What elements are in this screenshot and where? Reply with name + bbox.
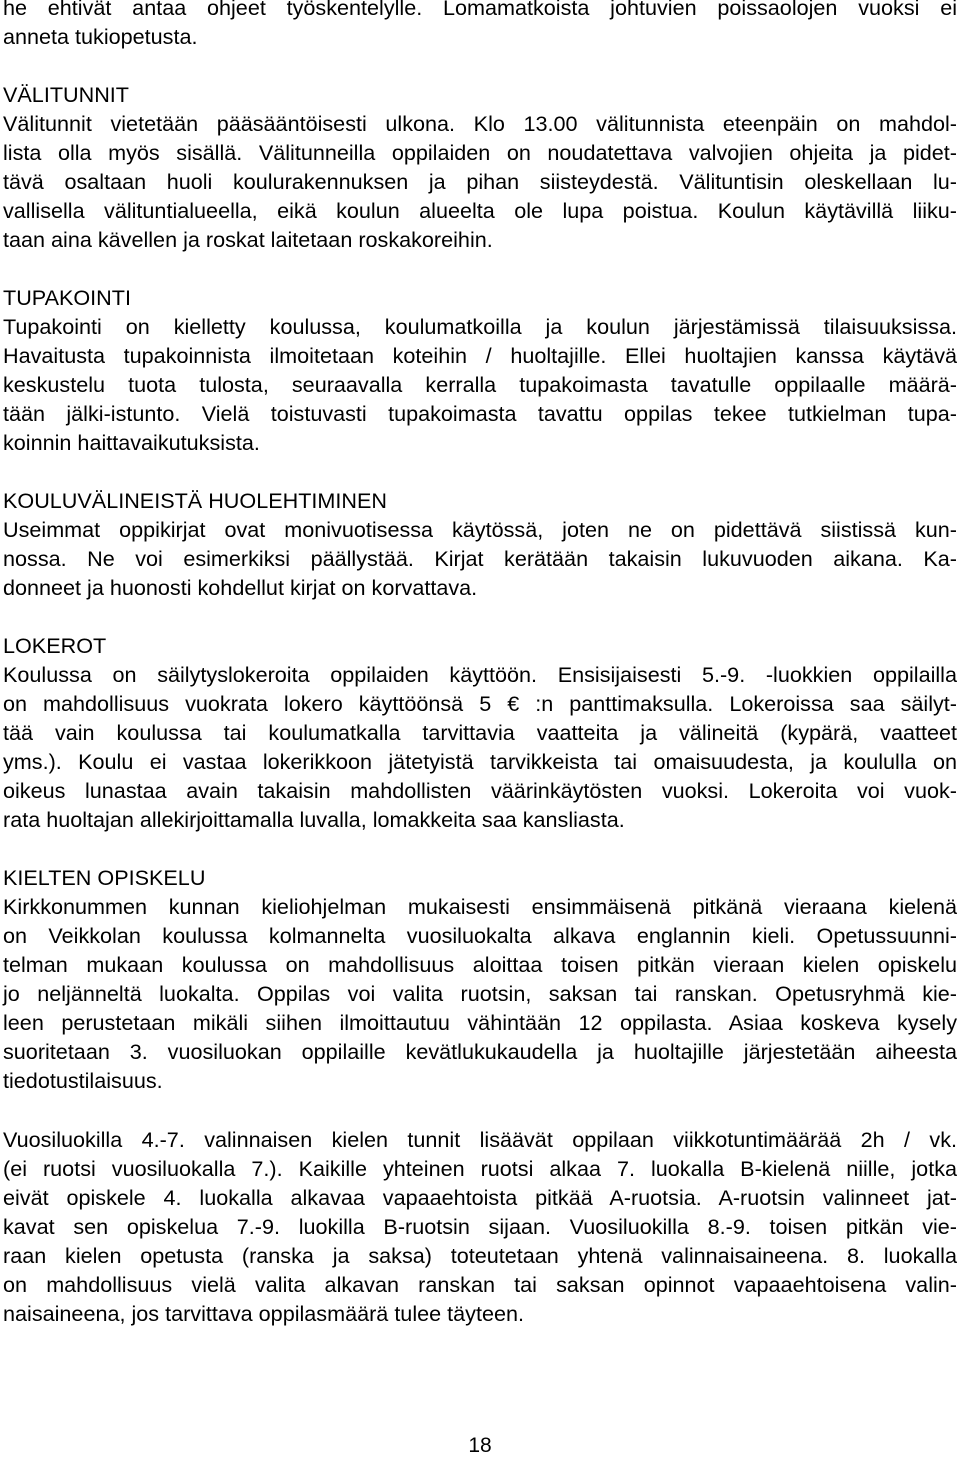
text-line: rata huoltajan allekirjoittamalla luvalla, lomakkeita saa kansliasta.: [3, 807, 625, 832]
text-line: yms.). Koulu ei vastaa lokerikkoon jätetyistä tarvikkeista tai omaisuudesta, ja koululla on: [3, 749, 957, 774]
text-line: lista olla myös sisällä. Välitunneilla oppilaiden on noudatettava valvojien ohjeita ja pidet-: [3, 140, 957, 165]
text-line: tävä osaltaan huoli koulurakennuksen ja pihan siisteydestä. Välituntisin oleskellaan lu-: [3, 169, 957, 194]
text-line: he ehtivät antaa ohjeet työskentelylle. Lomamatkoista johtuvien poissaolojen vuoksi ei: [3, 0, 957, 20]
text-line: vallisella välituntialueella, eikä koulun alueelta ole lupa poistua. Koulun käytävillä liiku-: [3, 198, 957, 223]
text-line: Tupakointi on kielletty koulussa, koulumatkoilla ja koulun järjestämissä tilaisuuksissa.: [3, 314, 957, 339]
section-heading: KOULUVÄLINEISTÄ HUOLEHTIMINEN: [3, 488, 387, 513]
text-line: taan aina kävellen ja roskat laitetaan roskakoreihin.: [3, 227, 493, 252]
text-line: kavat sen opiskelua 7.-9. luokilla B-ruotsin sijaan. Vuosiluokilla 8.-9. toisen pitkän vie-: [3, 1214, 957, 1239]
section-heading: KIELTEN OPISKELU: [3, 865, 206, 890]
section-kielten-opiskelu: [3, 863, 957, 1095]
section-heading: VÄLITUNNIT: [3, 82, 129, 107]
text-line: Kirkkonummen kunnan kieliohjelman mukaisesti ensimmäisenä pitkänä vieraana kielenä: [3, 894, 957, 919]
text-line: tää vain koulussa tai koulumatkalla tarvittavia vaatteita ja välineitä (kypärä, vaatteet: [3, 720, 957, 745]
text-line: on mahdollisuus vielä valita alkavan ranskan tai saksan opinnot vapaaehtoisena valin-: [3, 1272, 957, 1297]
text-line: tiedotustilaisuus.: [3, 1068, 163, 1093]
text-line: Vuosiluokilla 4.-7. valinnaisen kielen tunnit lisäävät oppilaan viikkotuntimäärää 2h / vk.: [3, 1127, 957, 1152]
text-line: jo neljänneltä luokalta. Oppilas voi valita ruotsin, saksan tai ranskan. Opetusryhmä kie-: [3, 981, 957, 1006]
text-line: oikeus lunastaa avain takaisin mahdollisten väärinkäytösten vuoksi. Lokeroita voi vuok-: [3, 778, 957, 803]
text-line: on mahdollisuus vuokrata lokero käyttöönsä 5 € :n panttimaksulla. Lokeroissa saa säilyt-: [3, 691, 957, 716]
page-number: 18: [468, 1434, 492, 1457]
section-tupakointi: [3, 283, 957, 457]
document-body: [3, 0, 957, 1328]
paragraph-vuosiluokat: [3, 1125, 957, 1328]
text-line: keskustelu tuota tulosta, seuraavalla kerralla tupakoimasta tavatulle oppilaalle määrä-: [3, 372, 957, 397]
text-line: tään jälki-istunto. Vielä toistuvasti tupakoimasta tavattu oppilas tekee tutkielman tupa-: [3, 401, 957, 426]
text-line: raan kielen opetusta (ranska ja saksa) toteutetaan yhtenä valinnaisaineena. 8. luokalla: [3, 1243, 957, 1268]
text-line: nossa. Ne voi esimerkiksi päällystää. Kirjat kerätään takaisin lukuvuoden aikana. Ka-: [3, 546, 957, 571]
section-lokerot: [3, 631, 957, 834]
section-heading: LOKEROT: [3, 633, 107, 658]
section-heading: TUPAKOINTI: [3, 285, 131, 310]
text-line: Havaitusta tupakoinnista ilmoitetaan koteihin / huoltajille. Ellei huoltajien kanssa käytävä: [3, 343, 957, 368]
paragraph-intro-tail: [3, 0, 957, 51]
text-line: telman mukaan koulussa on mahdollisuus aloittaa toisen pitkän vieraan kielen opiskelu: [3, 952, 957, 977]
text-line: (ei ruotsi vuosiluokalla 7.). Kaikille yhteinen ruotsi alkaa 7. luokalla B-kielenä niille, jotka: [3, 1156, 957, 1181]
section-valitunnit: [3, 80, 957, 254]
text-line: naisaineena, jos tarvittava oppilasmäärä tulee täyteen.: [3, 1301, 524, 1326]
section-kouluvalineet: [3, 486, 957, 602]
text-line: donneet ja huonosti kohdellut kirjat on korvattava.: [3, 575, 478, 600]
text-line: leen perustetaan mikäli siihen ilmoittautuu vähintään 12 oppilasta. Asiaa koskeva kysely: [3, 1010, 957, 1035]
text-line: eivät opiskele 4. luokalla alkavaa vapaaehtoista pitkää A-ruotsia. A-ruotsin valinneet jat-: [3, 1185, 957, 1210]
text-line: suoritetaan 3. vuosiluokan oppilaille kevätlukukaudella ja huoltajille järjestetään aiheesta: [3, 1039, 957, 1064]
text-line: koinnin haittavaikutuksista.: [3, 430, 260, 455]
text-line: Välitunnit vietetään pääsääntöisesti ulkona. Klo 13.00 välitunnista eteenpäin on mahdol-: [3, 111, 957, 136]
text-line: Useimmat oppikirjat ovat monivuotisessa käytössä, joten ne on pidettävä siistissä kun-: [3, 517, 957, 542]
text-line: Koulussa on säilytyslokeroita oppilaiden käyttöön. Ensisijaisesti 5.-9. -luokkien oppilailla: [3, 662, 957, 687]
text-line: on Veikkolan koulussa kolmannelta vuosiluokalta alkava englannin kieli. Opetussuunni-: [3, 923, 957, 948]
text-line: anneta tukiopetusta.: [3, 24, 198, 49]
